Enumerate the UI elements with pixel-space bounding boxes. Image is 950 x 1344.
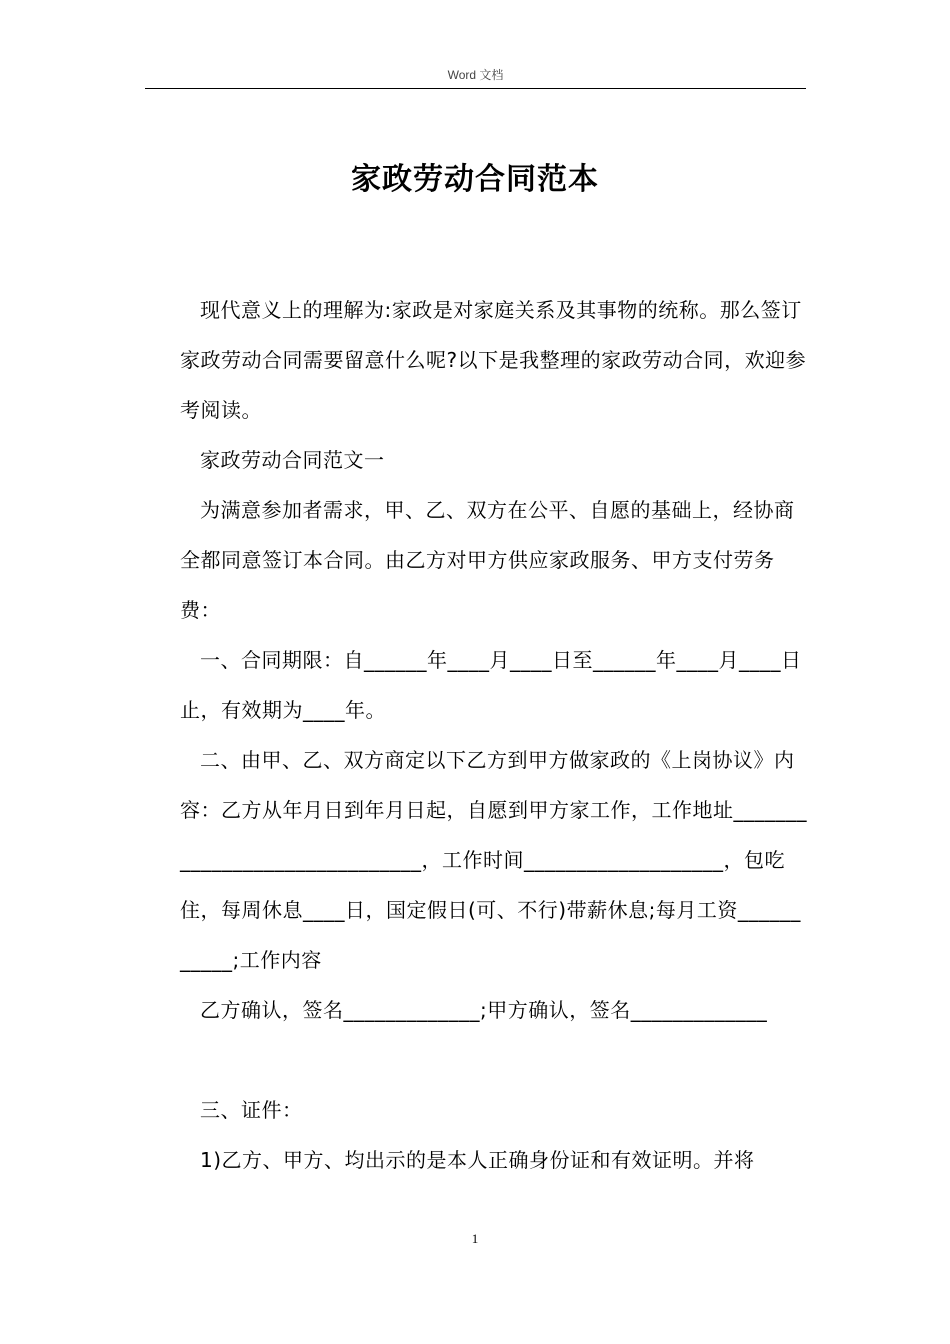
blank-line <box>180 1035 810 1085</box>
document-body <box>180 285 810 1185</box>
document-title: 家政劳动合同范本 <box>351 162 599 197</box>
clause-term: 一、合同期限：自______年____月____日至______年____月____日止，有效期为____年。 <box>180 648 802 722</box>
header-text: Word 文档 <box>447 68 504 82</box>
signature-line: 乙方确认，签名_____________;甲方确认，签名_____________ <box>200 998 768 1022</box>
page-number: 1 <box>471 1231 479 1246</box>
page-header <box>145 64 806 89</box>
section-heading: 家政劳动合同范文一 <box>200 448 385 472</box>
intro-paragraph: 现代意义上的理解为:家政是对家庭关系及其事物的统称。那么签订家政劳动合同需要留意什么呢?以下是我整理的家政劳动合同，欢迎参考阅读。 <box>180 298 807 422</box>
clause-documents-item: 1)乙方、甲方、均出示的是本人正确身份证和有效证明。并将 <box>200 1148 755 1172</box>
clause-documents-heading: 三、证件： <box>200 1098 303 1122</box>
preamble-paragraph: 为满意参加者需求，甲、乙、双方在公平、自愿的基础上，经协商全都同意签订本合同。由乙方对甲方供应家政服务、甲方支付劳务费： <box>180 498 795 622</box>
clause-agreement: 二、由甲、乙、双方商定以下乙方到甲方做家政的《上岗协议》内容：乙方从年月日到年月日起，自愿到甲方家工作，工作地址______________________________，工作时间___________________，包吃住，每周休息____日，国定假日(可、不行)带薪休息;每月工资___________;工作内容 <box>180 748 807 972</box>
